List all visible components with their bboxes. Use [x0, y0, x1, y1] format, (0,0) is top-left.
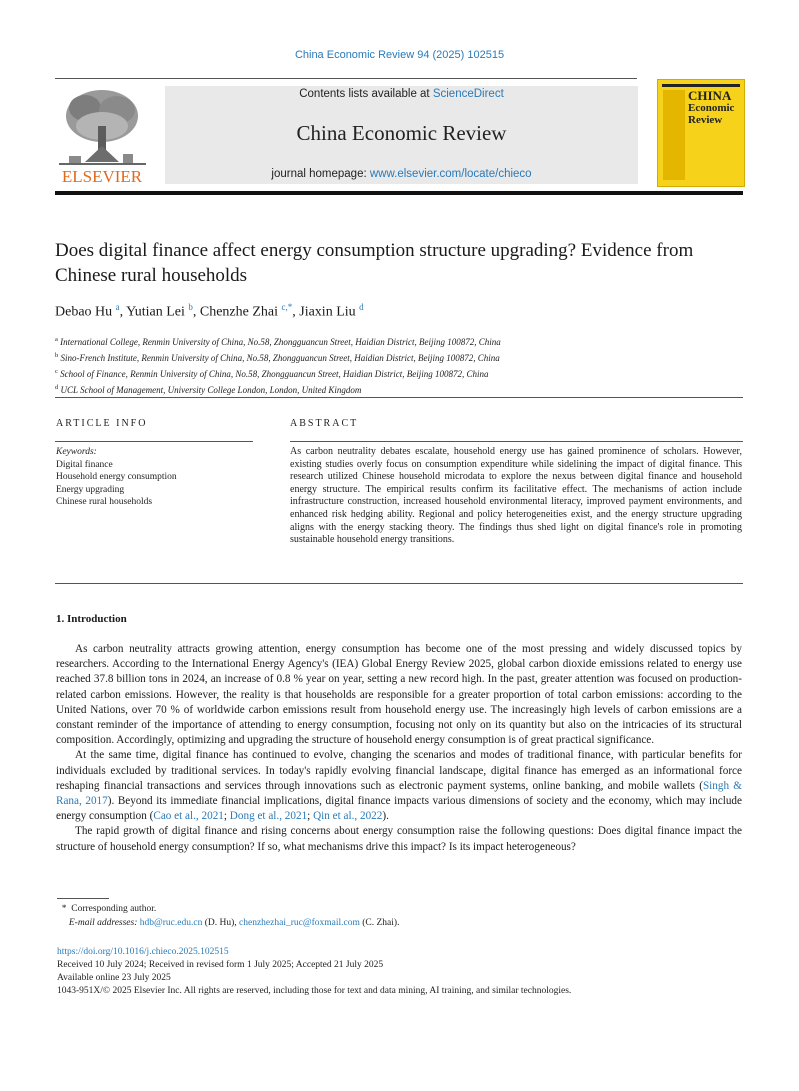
homepage-prefix: journal homepage: [271, 168, 367, 180]
email-owner: (D. Hu), [204, 918, 237, 928]
author-affiliation-marker[interactable]: a [115, 302, 120, 312]
affiliation-marker: d [55, 384, 59, 391]
affiliation-list [55, 333, 755, 397]
citation-separator: ; [307, 810, 314, 823]
author-list: Debao Hu $^a$, Yutian Lei $^b$, Chenzhe Zhai $^{c,*}$, Jiaxin Liu $^d$ [55, 302, 364, 320]
cover-title [688, 90, 734, 126]
elsevier-logo [55, 86, 150, 186]
elsevier-wordmark: ELSEVIER [61, 167, 143, 186]
email-line [57, 916, 399, 930]
abstract-rule [290, 441, 743, 442]
author-affiliation-marker[interactable]: c,* [281, 302, 293, 312]
paragraph-text: At the same time, digital finance has continued to evolve, changing the scenarios and modes of traditional finance, with particular benefits for individuals excluded by traditional services. In today's rapidly evolving financial landscape, digital finance has emerged as an informational force reshaping financial transactions and services through innovations such as electronic payment systems, online banking, and mobile wallets ( [56, 749, 742, 792]
paragraph: As carbon neutrality attracts growing attention, energy consumption has become one of the most pressing and widely discussed topics by researchers. According to the International Energy Agency's (IEA) Global Energy Review 2025, global carbon dioxide emissions related to energy use reached 37.8 billion tons in 2024, an increase of 0.8 % year on year, setting a new record high. In the past, greater attention was focused on production-related carbon emissions. However, the reality is that households are responsible for a greater proportion of total carbon emissions: according to the United Nations, over 70 % of worldwide carbon emissions result from household energy use. The increasingly high levels of carbon emissions are a constant reminder of the importance of attending to energy consumption, focusing not only on its quantity but also on the intricacies of its structural composition. Accordingly, optimizing and upgrading the structure of household energy consumption is of great practical significance. [56, 643, 742, 747]
author-name[interactable]: Yutian Lei [126, 304, 185, 320]
citation-link[interactable]: Cao et al., 2021 [153, 810, 224, 823]
journal-cover-thumbnail[interactable] [657, 79, 745, 187]
affiliation-text: School of Finance, Renmin University of China, No.58, Zhongguancun Street, Haidian District, Beijing 100872, China [60, 369, 489, 379]
affiliation-text: UCL School of Management, University College London, London, United Kingdom [60, 385, 362, 395]
email-label: E-mail addresses: [68, 918, 138, 928]
corresponding-author-note [57, 902, 399, 916]
header-thick-rule [55, 191, 743, 195]
received-dates: Received 10 July 2024; Received in revised form 1 July 2025; Accepted 21 July 2025 [57, 960, 384, 970]
citation-separator: ; [223, 810, 230, 823]
citation-link[interactable]: Dong et al., 2021 [229, 810, 308, 823]
affiliation-text: Sino-French Institute, Renmin University of China, No.58, Zhongguancun Street, Haidian District, Beijing 100872, China [60, 353, 500, 363]
keywords-label: Keywords: [56, 447, 97, 457]
paragraph [56, 748, 742, 824]
copyright-line: 1043-951X/© 2025 Elsevier Inc. All rights are reserved, including those for text and data mining, AI training, and similar technologies. [57, 986, 572, 996]
keyword-item: Household energy consumption [56, 472, 177, 482]
header-rule [55, 78, 637, 79]
footnote-rule [57, 898, 109, 899]
author-name[interactable]: Debao Hu [55, 304, 113, 320]
article-info-rule [55, 441, 253, 442]
affiliation-text: International College, Renmin University of China, No.58, Zhongguancun Street, Haidian District, Beijing 100872, China [60, 337, 501, 347]
author-affiliation-marker[interactable]: d [359, 302, 364, 312]
cover-top-bar [662, 84, 740, 87]
journal-homepage-link[interactable]: www.elsevier.com/locate/chieco [369, 168, 532, 180]
citation-link[interactable]: Qin et al., 2022 [313, 810, 383, 823]
sciencedirect-link[interactable]: ScienceDirect [432, 88, 504, 100]
citation-link[interactable]: Singh & Rana, 2017 [56, 779, 742, 808]
affiliation-marker: a [55, 336, 58, 343]
keyword-item: Chinese rural households [56, 497, 153, 507]
author-affiliation-marker[interactable]: b [188, 302, 193, 312]
email-owner: (C. Zhai). [362, 918, 400, 928]
footnote [57, 902, 399, 930]
abstract-text: As carbon neutrality debates escalate, household energy use has gained prominence of scholars. However, existing studies overly focus on consumption expenditure while sidelining the impact of digital finance. This research utilized Chinese household microdata to explore the nexus between digital finance and household energy structure. The empirical results confirm its facilitative effect. The mechanisms of action include infrastructure construction, increased household environmental literacy, improved payment environments, and enhanced risk hedging ability. Regional and policy heterogeneities exist, and the energy structure upgrading aligns with the energy stacking theory. The findings thus shed light on digital finance's role in promoting sustainable household energy transitions. [290, 446, 742, 546]
affiliation-item [55, 349, 755, 365]
author-name[interactable]: Jiaxin Liu [299, 304, 356, 320]
journal-reference[interactable]: China Economic Review 94 (2025) 102515 [294, 49, 505, 61]
author-name[interactable]: Chenzhe Zhai [199, 304, 278, 320]
paragraph: The rapid growth of digital finance and rising concerns about energy consumption raise the following questions: Does digital finance impact the structure of household energy consumption? If so, what mechanisms drive this impact? Is its impact heterogeneous? [56, 825, 742, 853]
email-link[interactable]: hdb@ruc.edu.cn [139, 918, 203, 928]
cover-strip [663, 90, 685, 180]
abstract-heading: ABSTRACT [290, 418, 359, 429]
keyword-item: Energy upgrading [56, 484, 125, 495]
elsevier-tree-icon [55, 86, 150, 186]
doi-link[interactable]: https://doi.org/10.1016/j.chieco.2025.102515 [57, 947, 229, 957]
affiliation-marker: b [55, 352, 59, 359]
introduction-body [56, 642, 742, 855]
publication-info [57, 946, 571, 998]
email-link[interactable]: chenzhezhai_ruc@foxmail.com [239, 918, 360, 928]
affiliation-marker: c [55, 368, 58, 375]
keyword-item: Digital finance [56, 459, 113, 470]
contents-prefix: Contents lists available at [299, 88, 430, 100]
section-rule [55, 397, 743, 398]
article-title: Does digital finance affect energy consumption structure upgrading? Evidence from Chinese rural households [55, 240, 694, 286]
homepage-line [165, 168, 638, 180]
section-rule [55, 583, 743, 584]
affiliation-item [55, 333, 755, 349]
paragraph-text: ). Beyond its immediate financial implications, digital finance impacts various dimensions of society and the economy, which may include energy consumption ( [56, 795, 742, 823]
article-info-heading: ARTICLE INFO [56, 418, 148, 429]
affiliation-item [55, 381, 755, 397]
footnote-star: * [61, 904, 67, 914]
contents-line [165, 88, 638, 100]
online-date: Available online 23 July 2025 [57, 973, 171, 983]
keywords-block [56, 446, 177, 509]
cover-title-line-1: CHINA [688, 88, 732, 103]
corresponding-author-label: Corresponding author. [71, 904, 157, 914]
journal-name: China Economic Review [296, 121, 507, 145]
paragraph-text: ). [382, 810, 389, 823]
cover-title-line-3: Review [688, 114, 723, 126]
section-heading-introduction: 1. Introduction [56, 613, 127, 625]
affiliation-item [55, 365, 755, 381]
cover-title-line-2: Economic [688, 102, 735, 114]
